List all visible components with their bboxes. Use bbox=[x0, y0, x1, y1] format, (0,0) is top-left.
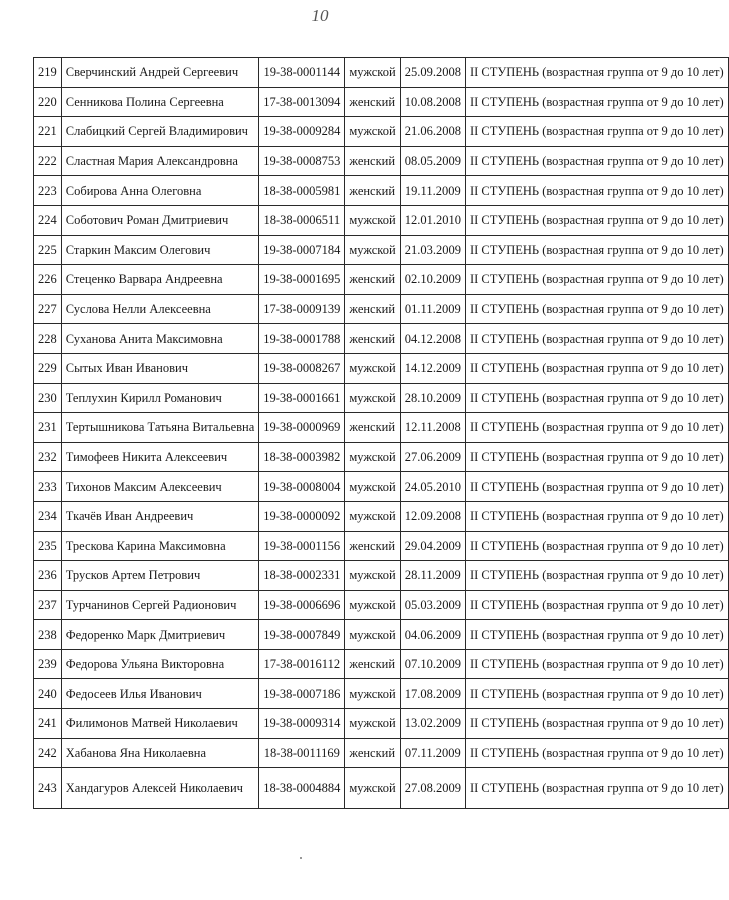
row-number-cell: 219 bbox=[34, 58, 62, 88]
participant-id-cell: 19-38-0001695 bbox=[259, 265, 345, 295]
gender-cell: мужской bbox=[345, 442, 400, 472]
birth-date-cell: 04.06.2009 bbox=[400, 620, 465, 650]
participant-id-cell: 19-38-0000092 bbox=[259, 501, 345, 531]
gender-cell: женский bbox=[345, 324, 400, 354]
birth-date-cell: 07.10.2009 bbox=[400, 649, 465, 679]
gender-cell: женский bbox=[345, 738, 400, 768]
gender-cell: мужской bbox=[345, 620, 400, 650]
full-name-cell: Тихонов Максим Алексеевич bbox=[61, 472, 259, 502]
age-group-cell: II СТУПЕНЬ (возрастная группа от 9 до 10 лет) bbox=[465, 294, 728, 324]
birth-date-cell: 28.10.2009 bbox=[400, 383, 465, 413]
row-number-cell: 241 bbox=[34, 709, 62, 739]
birth-date-cell: 02.10.2009 bbox=[400, 265, 465, 295]
row-number-cell: 220 bbox=[34, 87, 62, 117]
gender-cell: женский bbox=[345, 294, 400, 324]
table-row bbox=[34, 561, 729, 591]
age-group-cell: II СТУПЕНЬ (возрастная группа от 9 до 10 лет) bbox=[465, 620, 728, 650]
table-row bbox=[34, 265, 729, 295]
gender-cell: мужской bbox=[345, 768, 400, 809]
table-row bbox=[34, 383, 729, 413]
age-group-cell: II СТУПЕНЬ (возрастная группа от 9 до 10 лет) bbox=[465, 472, 728, 502]
full-name-cell: Слабицкий Сергей Владимирович bbox=[61, 117, 259, 147]
participant-id-cell: 18-38-0003982 bbox=[259, 442, 345, 472]
table-row bbox=[34, 205, 729, 235]
age-group-cell: II СТУПЕНЬ (возрастная группа от 9 до 10 лет) bbox=[465, 442, 728, 472]
birth-date-cell: 24.05.2010 bbox=[400, 472, 465, 502]
participant-id-cell: 19-38-0007184 bbox=[259, 235, 345, 265]
age-group-cell: II СТУПЕНЬ (возрастная группа от 9 до 10 лет) bbox=[465, 531, 728, 561]
participant-id-cell: 18-38-0002331 bbox=[259, 561, 345, 591]
full-name-cell: Сытых Иван Иванович bbox=[61, 353, 259, 383]
birth-date-cell: 05.03.2009 bbox=[400, 590, 465, 620]
age-group-cell: II СТУПЕНЬ (возрастная группа от 9 до 10 лет) bbox=[465, 205, 728, 235]
row-number-cell: 221 bbox=[34, 117, 62, 147]
row-number-cell: 236 bbox=[34, 561, 62, 591]
table-row bbox=[34, 709, 729, 739]
gender-cell: женский bbox=[345, 649, 400, 679]
gender-cell: женский bbox=[345, 265, 400, 295]
page-number: 10 bbox=[311, 6, 329, 25]
participant-id-cell: 19-38-0007186 bbox=[259, 679, 345, 709]
table-row bbox=[34, 87, 729, 117]
birth-date-cell: 13.02.2009 bbox=[400, 709, 465, 739]
row-number-cell: 231 bbox=[34, 413, 62, 443]
gender-cell: мужской bbox=[345, 353, 400, 383]
full-name-cell: Суханова Анита Максимовна bbox=[61, 324, 259, 354]
row-number-cell: 238 bbox=[34, 620, 62, 650]
table-row bbox=[34, 294, 729, 324]
row-number-cell: 225 bbox=[34, 235, 62, 265]
table-row bbox=[34, 442, 729, 472]
birth-date-cell: 29.04.2009 bbox=[400, 531, 465, 561]
participant-id-cell: 19-38-0008004 bbox=[259, 472, 345, 502]
birth-date-cell: 21.03.2009 bbox=[400, 235, 465, 265]
full-name-cell: Федосеев Илья Иванович bbox=[61, 679, 259, 709]
full-name-cell: Суслова Нелли Алексеевна bbox=[61, 294, 259, 324]
row-number-cell: 228 bbox=[34, 324, 62, 354]
participant-id-cell: 17-38-0016112 bbox=[259, 649, 345, 679]
gender-cell: мужской bbox=[345, 205, 400, 235]
full-name-cell: Хандагуров Алексей Николаевич bbox=[61, 768, 259, 809]
birth-date-cell: 21.06.2008 bbox=[400, 117, 465, 147]
participant-id-cell: 19-38-0001144 bbox=[259, 58, 345, 88]
age-group-cell: II СТУПЕНЬ (возрастная группа от 9 до 10 лет) bbox=[465, 738, 728, 768]
birth-date-cell: 25.09.2008 bbox=[400, 58, 465, 88]
age-group-cell: II СТУПЕНЬ (возрастная группа от 9 до 10 лет) bbox=[465, 383, 728, 413]
table-row bbox=[34, 146, 729, 176]
birth-date-cell: 14.12.2009 bbox=[400, 353, 465, 383]
table-row bbox=[34, 235, 729, 265]
row-number-cell: 232 bbox=[34, 442, 62, 472]
full-name-cell: Филимонов Матвей Николаевич bbox=[61, 709, 259, 739]
participant-id-cell: 19-38-0001156 bbox=[259, 531, 345, 561]
full-name-cell: Старкин Максим Олегович bbox=[61, 235, 259, 265]
age-group-cell: II СТУПЕНЬ (возрастная группа от 9 до 10 лет) bbox=[465, 265, 728, 295]
full-name-cell: Сластная Мария Александровна bbox=[61, 146, 259, 176]
gender-cell: мужской bbox=[345, 58, 400, 88]
participant-id-cell: 19-38-0007849 bbox=[259, 620, 345, 650]
age-group-cell: II СТУПЕНЬ (возрастная группа от 9 до 10 лет) bbox=[465, 353, 728, 383]
birth-date-cell: 04.12.2008 bbox=[400, 324, 465, 354]
table-row bbox=[34, 176, 729, 206]
full-name-cell: Тимофеев Никита Алексеевич bbox=[61, 442, 259, 472]
row-number-cell: 222 bbox=[34, 146, 62, 176]
table-row bbox=[34, 620, 729, 650]
participant-id-cell: 19-38-0008753 bbox=[259, 146, 345, 176]
table-row bbox=[34, 324, 729, 354]
full-name-cell: Сверчинский Андрей Сергеевич bbox=[61, 58, 259, 88]
birth-date-cell: 01.11.2009 bbox=[400, 294, 465, 324]
gender-cell: мужской bbox=[345, 501, 400, 531]
gender-cell: мужской bbox=[345, 709, 400, 739]
full-name-cell: Соботович Роман Дмитриевич bbox=[61, 205, 259, 235]
age-group-cell: II СТУПЕНЬ (возрастная группа от 9 до 10 лет) bbox=[465, 501, 728, 531]
table-row bbox=[34, 531, 729, 561]
participant-id-cell: 19-38-0001661 bbox=[259, 383, 345, 413]
gender-cell: мужской bbox=[345, 679, 400, 709]
row-number-cell: 223 bbox=[34, 176, 62, 206]
full-name-cell: Трусков Артем Петрович bbox=[61, 561, 259, 591]
row-number-cell: 240 bbox=[34, 679, 62, 709]
row-number-cell: 230 bbox=[34, 383, 62, 413]
birth-date-cell: 12.01.2010 bbox=[400, 205, 465, 235]
gender-cell: женский bbox=[345, 176, 400, 206]
participant-id-cell: 17-38-0013094 bbox=[259, 87, 345, 117]
participant-id-cell: 19-38-0000969 bbox=[259, 413, 345, 443]
full-name-cell: Турчанинов Сергей Радионович bbox=[61, 590, 259, 620]
scan-speck bbox=[300, 857, 302, 859]
gender-cell: мужской bbox=[345, 235, 400, 265]
age-group-cell: II СТУПЕНЬ (возрастная группа от 9 до 10 лет) bbox=[465, 324, 728, 354]
birth-date-cell: 19.11.2009 bbox=[400, 176, 465, 206]
gender-cell: мужской bbox=[345, 383, 400, 413]
participants-table bbox=[33, 57, 729, 809]
participant-id-cell: 18-38-0005981 bbox=[259, 176, 345, 206]
row-number-cell: 237 bbox=[34, 590, 62, 620]
table-row bbox=[34, 58, 729, 88]
age-group-cell: II СТУПЕНЬ (возрастная группа от 9 до 10 лет) bbox=[465, 413, 728, 443]
full-name-cell: Тертышникова Татьяна Витальевна bbox=[61, 413, 259, 443]
participant-id-cell: 17-38-0009139 bbox=[259, 294, 345, 324]
birth-date-cell: 27.08.2009 bbox=[400, 768, 465, 809]
birth-date-cell: 10.08.2008 bbox=[400, 87, 465, 117]
birth-date-cell: 17.08.2009 bbox=[400, 679, 465, 709]
full-name-cell: Федорова Ульяна Викторовна bbox=[61, 649, 259, 679]
participant-id-cell: 19-38-0008267 bbox=[259, 353, 345, 383]
row-number-cell: 229 bbox=[34, 353, 62, 383]
participant-id-cell: 19-38-0006696 bbox=[259, 590, 345, 620]
row-number-cell: 233 bbox=[34, 472, 62, 502]
age-group-cell: II СТУПЕНЬ (возрастная группа от 9 до 10 лет) bbox=[465, 87, 728, 117]
full-name-cell: Стеценко Варвара Андреевна bbox=[61, 265, 259, 295]
table-row bbox=[34, 353, 729, 383]
participant-id-cell: 19-38-0001788 bbox=[259, 324, 345, 354]
age-group-cell: II СТУПЕНЬ (возрастная группа от 9 до 10 лет) bbox=[465, 146, 728, 176]
table-row bbox=[34, 679, 729, 709]
age-group-cell: II СТУПЕНЬ (возрастная группа от 9 до 10 лет) bbox=[465, 176, 728, 206]
table-row bbox=[34, 117, 729, 147]
birth-date-cell: 12.11.2008 bbox=[400, 413, 465, 443]
participant-id-cell: 18-38-0004884 bbox=[259, 768, 345, 809]
participants-table-body bbox=[34, 58, 729, 809]
gender-cell: женский bbox=[345, 146, 400, 176]
row-number-cell: 239 bbox=[34, 649, 62, 679]
age-group-cell: II СТУПЕНЬ (возрастная группа от 9 до 10 лет) bbox=[465, 649, 728, 679]
age-group-cell: II СТУПЕНЬ (возрастная группа от 9 до 10 лет) bbox=[465, 590, 728, 620]
gender-cell: женский bbox=[345, 413, 400, 443]
row-number-cell: 227 bbox=[34, 294, 62, 324]
age-group-cell: II СТУПЕНЬ (возрастная группа от 9 до 10 лет) bbox=[465, 58, 728, 88]
gender-cell: женский bbox=[345, 531, 400, 561]
table-row bbox=[34, 472, 729, 502]
gender-cell: мужской bbox=[345, 561, 400, 591]
participant-id-cell: 18-38-0006511 bbox=[259, 205, 345, 235]
birth-date-cell: 28.11.2009 bbox=[400, 561, 465, 591]
gender-cell: женский bbox=[345, 87, 400, 117]
table-row bbox=[34, 768, 729, 809]
row-number-cell: 224 bbox=[34, 205, 62, 235]
gender-cell: мужской bbox=[345, 472, 400, 502]
age-group-cell: II СТУПЕНЬ (возрастная группа от 9 до 10 лет) bbox=[465, 768, 728, 809]
age-group-cell: II СТУПЕНЬ (возрастная группа от 9 до 10 лет) bbox=[465, 117, 728, 147]
full-name-cell: Сенникова Полина Сергеевна bbox=[61, 87, 259, 117]
full-name-cell: Ткачёв Иван Андреевич bbox=[61, 501, 259, 531]
birth-date-cell: 08.05.2009 bbox=[400, 146, 465, 176]
table-row bbox=[34, 649, 729, 679]
age-group-cell: II СТУПЕНЬ (возрастная группа от 9 до 10 лет) bbox=[465, 679, 728, 709]
table-row bbox=[34, 738, 729, 768]
row-number-cell: 242 bbox=[34, 738, 62, 768]
table-row bbox=[34, 413, 729, 443]
participant-id-cell: 18-38-0011169 bbox=[259, 738, 345, 768]
gender-cell: мужской bbox=[345, 117, 400, 147]
birth-date-cell: 27.06.2009 bbox=[400, 442, 465, 472]
full-name-cell: Теплухин Кирилл Романович bbox=[61, 383, 259, 413]
age-group-cell: II СТУПЕНЬ (возрастная группа от 9 до 10 лет) bbox=[465, 561, 728, 591]
row-number-cell: 235 bbox=[34, 531, 62, 561]
table-row bbox=[34, 590, 729, 620]
full-name-cell: Федоренко Марк Дмитриевич bbox=[61, 620, 259, 650]
row-number-cell: 243 bbox=[34, 768, 62, 809]
table-row bbox=[34, 501, 729, 531]
full-name-cell: Трескова Карина Максимовна bbox=[61, 531, 259, 561]
participant-id-cell: 19-38-0009314 bbox=[259, 709, 345, 739]
full-name-cell: Собирова Анна Олеговна bbox=[61, 176, 259, 206]
age-group-cell: II СТУПЕНЬ (возрастная группа от 9 до 10 лет) bbox=[465, 235, 728, 265]
row-number-cell: 226 bbox=[34, 265, 62, 295]
row-number-cell: 234 bbox=[34, 501, 62, 531]
gender-cell: мужской bbox=[345, 590, 400, 620]
birth-date-cell: 12.09.2008 bbox=[400, 501, 465, 531]
participant-id-cell: 19-38-0009284 bbox=[259, 117, 345, 147]
full-name-cell: Хабанова Яна Николаевна bbox=[61, 738, 259, 768]
birth-date-cell: 07.11.2009 bbox=[400, 738, 465, 768]
age-group-cell: II СТУПЕНЬ (возрастная группа от 9 до 10 лет) bbox=[465, 709, 728, 739]
